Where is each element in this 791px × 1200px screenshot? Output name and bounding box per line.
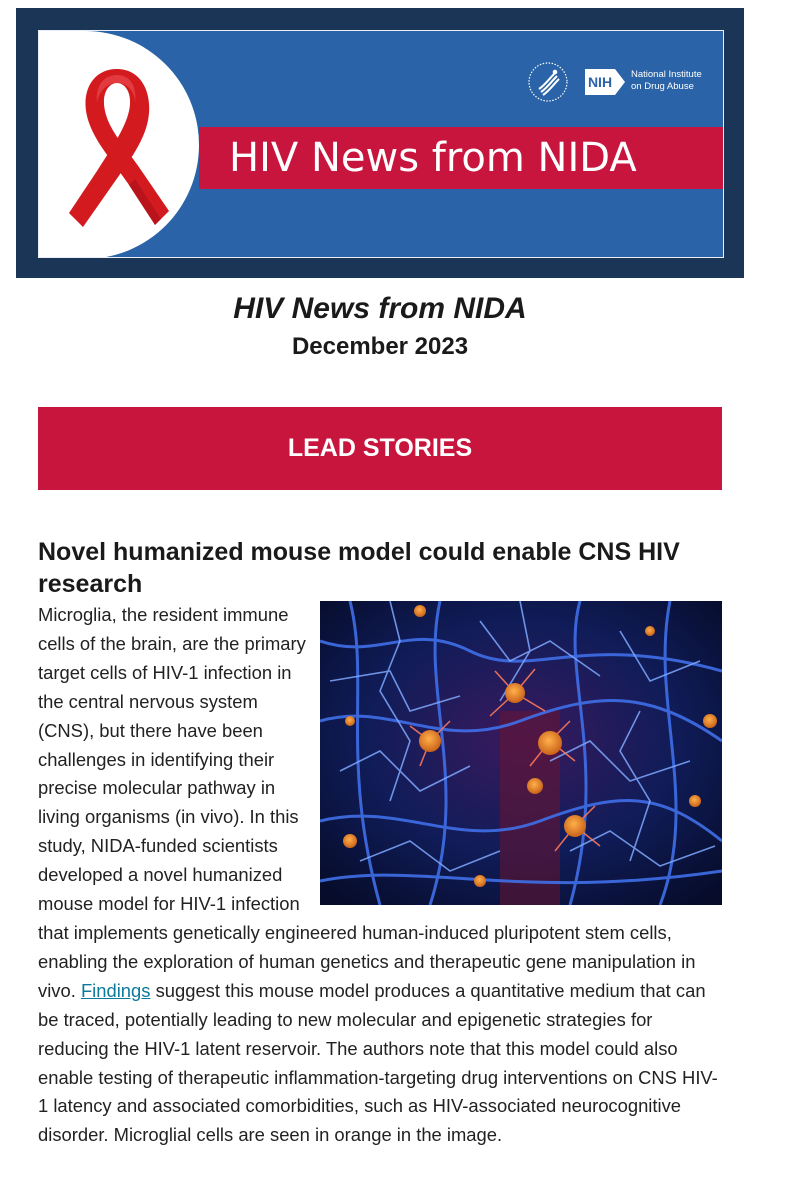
- findings-link[interactable]: Findings: [80, 979, 151, 1001]
- nih-badge-arrow: [615, 69, 625, 95]
- microglia-illustration: [320, 601, 722, 905]
- nida-logo-line2: on Drug Abuse: [631, 81, 694, 92]
- red-ribbon-icon: [65, 61, 170, 231]
- nida-logo-line1: National Institute: [631, 69, 702, 80]
- microglia-image: [320, 601, 722, 905]
- story-body: [38, 601, 728, 1150]
- newsletter-date: December 2023: [291, 333, 469, 360]
- nida-logo: [585, 65, 724, 99]
- nih-badge: NIH: [585, 69, 615, 95]
- newsletter-title: HIV News from NIDA: [233, 292, 527, 325]
- newsletter-banner-frame: [16, 8, 744, 278]
- hhs-seal-icon: [527, 61, 569, 103]
- story-title: Novel humanized mouse model could enable CNS HIV research: [38, 538, 680, 598]
- section-header-lead-stories: LEAD STORIES: [38, 407, 722, 490]
- nida-logo-text: [631, 69, 723, 93]
- story-text-part1: Microglia, the resident immune cells of the brain, are the primary target cells of HIV-1 infection in the central nervous system (CNS), but there have been challenges in identifying their precise molecular pathway in living organisms (in vivo). In this study, NIDA-funded scientists developed a novel humanized mouse model for HIV-1 infection that implements genetically engineered human-induced pluripotent stem cells, enabling the exploration of human genetics and therapeutic gene manipulation in vivo.: [38, 604, 696, 1001]
- newsletter-banner: [38, 30, 724, 258]
- story-text-part2: suggest this mouse model produces a quantitative medium that can be traced, potentially leading to new molecular and epigenetic strategies for reducing the HIV-1 latent reservoir. The authors note that this model could also enable testing of therapeutic inflammation-targeting drug interventions on CNS HIV-1 latency and associated comorbidities, such as HIV-associated neurocognitive disorder. Microglial cells are seen in orange in the image.: [38, 979, 718, 1146]
- banner-title: HIV News from NIDA: [229, 135, 637, 181]
